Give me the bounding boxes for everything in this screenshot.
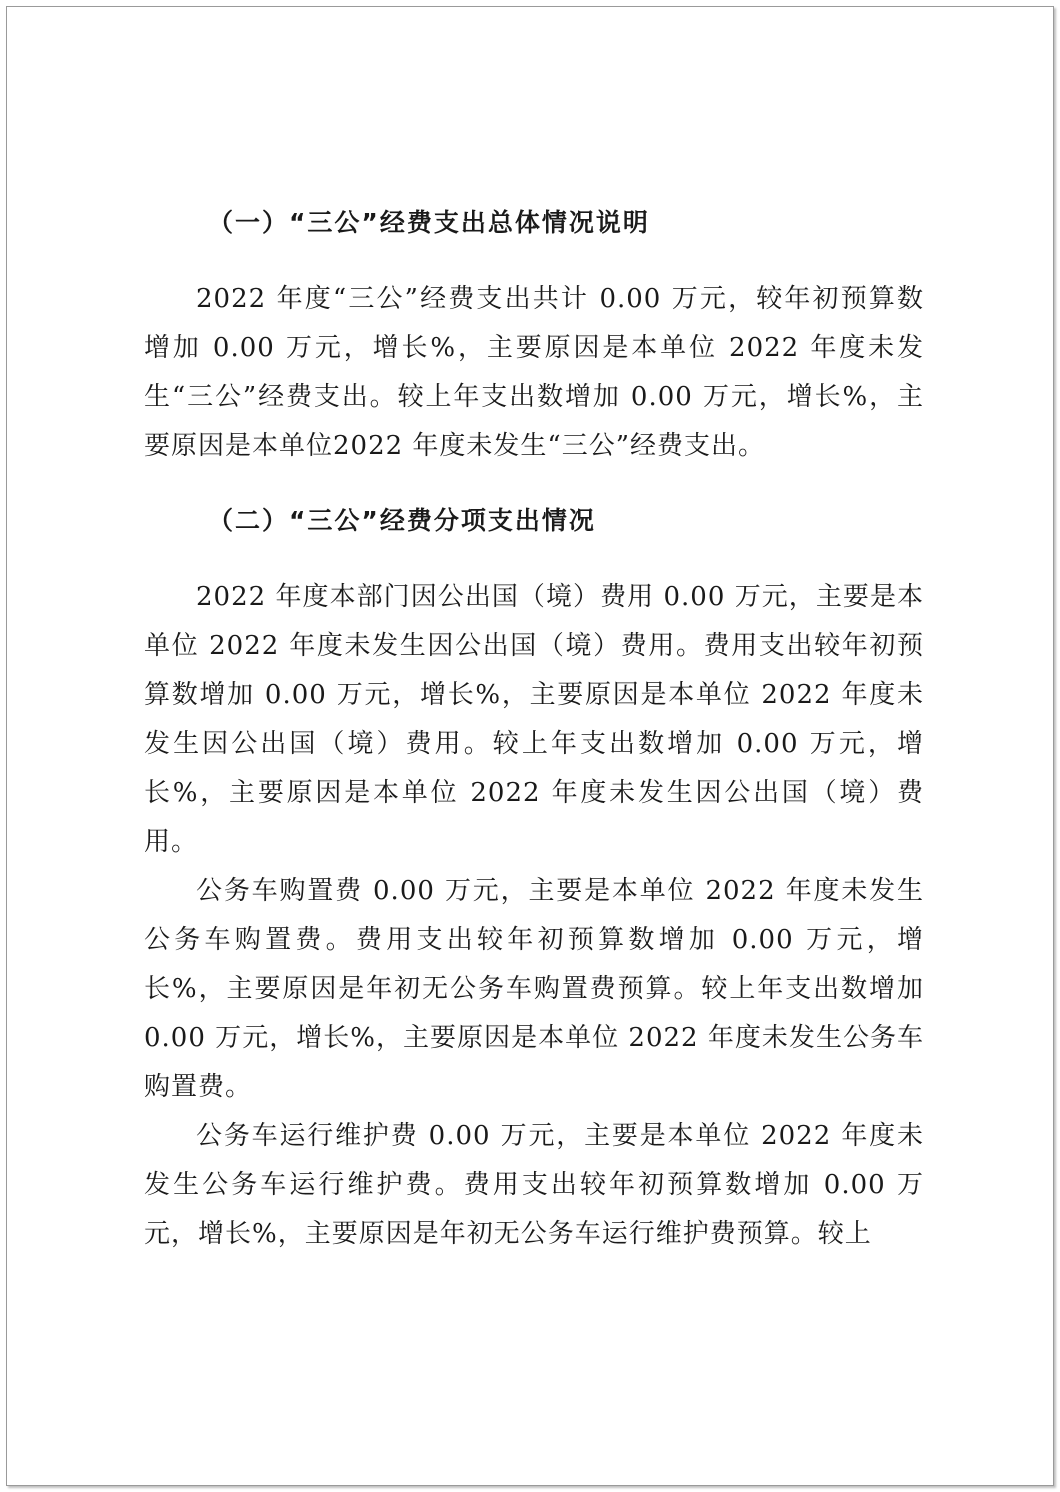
- paragraph-vehicle-purchase: 公务车购置费 0.00 万元，主要是本单位 2022 年度未发生公务车购置费。费用支出较年初预算数增加 0.00 万元，增长%，主要原因是年初无公务车购置费预算。较上年支出数增加 0.00 万元，增长%，主要原因是本单位 2022 年度未发生公务车购置费。: [144, 876, 924, 1102]
- paragraph-vehicle-maintenance: 公务车运行维护费 0.00 万元，主要是本单位 2022 年度未发生公务车运行维护费。费用支出较年初预算数增加 0.00 万元，增长%，主要原因是年初无公务车运行维护费预算。较上: [144, 1121, 924, 1249]
- section-heading-overall: （一）“三公”经费支出总体情况说明: [208, 208, 650, 237]
- document-page: [6, 6, 1054, 1486]
- paragraph-overall: 2022 年度“三公”经费支出共计 0.00 万元，较年初预算数增加 0.00 万元，增长%，主要原因是本单位 2022 年度未发生“三公”经费支出。较上年支出数增加 0.00 万元，增长%，主要原因是本单位2022 年度未发生“三公”经费支出。: [144, 284, 924, 461]
- page-content: [144, 199, 924, 1259]
- section-heading-itemized: （二）“三公”经费分项支出情况: [208, 506, 596, 535]
- paragraph-overseas-travel: 2022 年度本部门因公出国（境）费用 0.00 万元，主要是本单位 2022 年度未发生因公出国（境）费用。费用支出较年初预算数增加 0.00 万元，增长%，主要原因是本单位 2022 年度未发生因公出国（境）费用。较上年支出数增加 0.00 万元，增长%，主要原因是本单位 2022 年度未发生因公出国（境）费用。: [144, 582, 924, 857]
